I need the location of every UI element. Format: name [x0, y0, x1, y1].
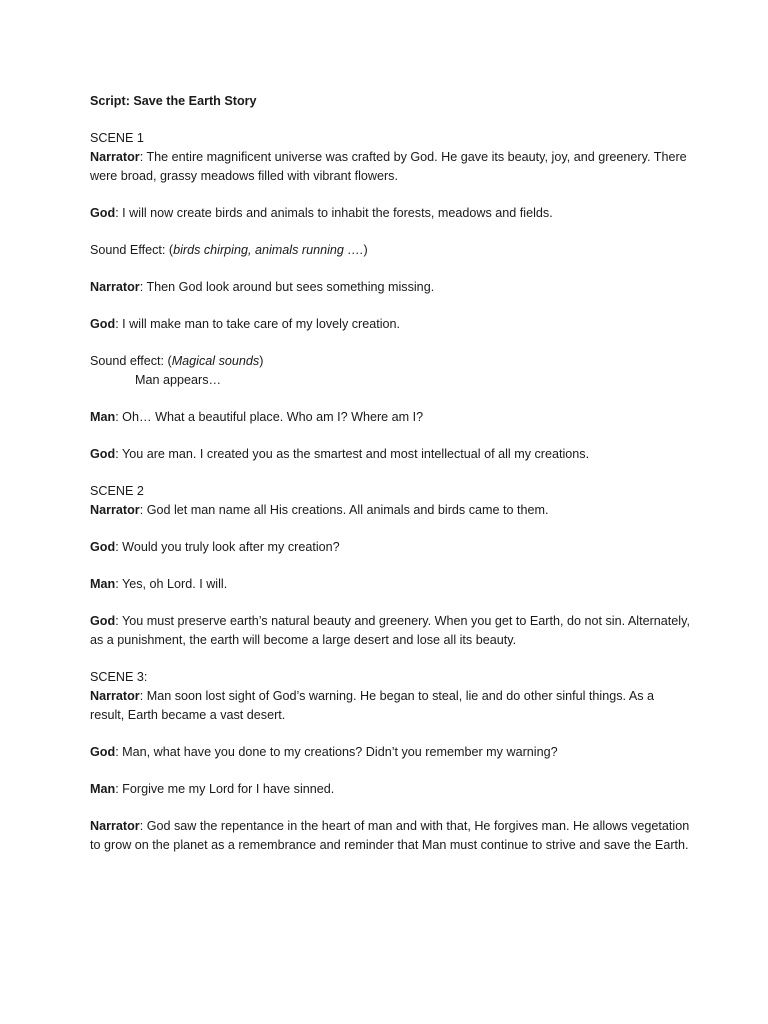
dialogue-text: : I will now create birds and animals to inhabit the forests, meadows and fields. [115, 206, 553, 220]
speaker-god: God [90, 317, 116, 331]
scene-2-heading: SCENE 2 [90, 484, 144, 498]
sound-effect-description: birds chirping, animals running …. [173, 243, 364, 257]
dialogue-text: : Would you truly look after my creation? [115, 540, 340, 554]
speaker-god: God [90, 206, 116, 220]
dialogue-text: : God saw the repentance in the heart of man and with that, He forgives man. He allows vegetation to grow on the planet as a remembrance and reminder that Man must continue to strive and save the Earth. [90, 819, 690, 852]
scene-2-narrator-line [90, 482, 690, 520]
speaker-god: God [90, 614, 116, 628]
sound-effect-suffix: ) [363, 243, 368, 257]
dialogue-text: : You must preserve earth’s natural beauty and greenery. When you get to Earth, do not sin. Alternately, as a punishment, the earth will become a large desert and lose all its beauty. [90, 614, 690, 647]
script-document [90, 92, 690, 873]
scene-3-narrator-line [90, 668, 690, 725]
scene-2-god-line-1 [90, 538, 690, 557]
scene-1-man-line [90, 408, 690, 427]
speaker-man: Man [90, 577, 116, 591]
scene-1-god-line-1 [90, 204, 690, 223]
scene-1-narrator-line [90, 129, 690, 186]
dialogue-text: : Forgive me my Lord for I have sinned. [115, 782, 335, 796]
dialogue-text: : God let man name all His creations. All animals and birds came to them. [139, 503, 549, 517]
scene-2-man-line [90, 575, 690, 594]
sound-effect-prefix: Sound effect: ( [90, 354, 172, 368]
scene-1-god-line-3 [90, 445, 690, 464]
speaker-narrator: Narrator [90, 503, 140, 517]
scene-3-narrator-closing-line [90, 817, 690, 855]
speaker-narrator: Narrator [90, 819, 140, 833]
speaker-god: God [90, 447, 116, 461]
scene-1-heading: SCENE 1 [90, 131, 144, 145]
scene-1-god-line-2 [90, 315, 690, 334]
sound-effect-suffix: ) [259, 354, 264, 368]
scene-3-heading: SCENE 3: [90, 670, 148, 684]
speaker-god: God [90, 540, 116, 554]
speaker-narrator: Narrator [90, 150, 140, 164]
speaker-god: God [90, 745, 116, 759]
dialogue-text: : Then God look around but sees something missing. [139, 280, 435, 294]
speaker-narrator: Narrator [90, 689, 140, 703]
speaker-man: Man [90, 782, 116, 796]
sound-effect-birds [90, 241, 690, 260]
speaker-man: Man [90, 410, 116, 424]
sound-effect-magical [90, 352, 690, 390]
document-title: Script: Save the Earth Story [90, 94, 257, 108]
speaker-narrator: Narrator [90, 280, 140, 294]
scene-3-man-line [90, 780, 690, 799]
sound-effect-prefix: Sound Effect: ( [90, 243, 174, 257]
dialogue-text: : The entire magnificent universe was crafted by God. He gave its beauty, joy, and greenery. There were broad, grassy meadows filled with vibrant flowers. [90, 150, 687, 183]
dialogue-text: : You are man. I created you as the smartest and most intellectual of all my creations. [115, 447, 590, 461]
stage-direction: Man appears… [135, 373, 222, 387]
dialogue-text: : I will make man to take care of my lovely creation. [115, 317, 401, 331]
dialogue-text: : Man soon lost sight of God’s warning. He began to steal, lie and do other sinful things. As a result, Earth became a vast desert. [90, 689, 655, 722]
scene-2-god-line-2 [90, 612, 690, 650]
dialogue-text: : Man, what have you done to my creations? Didn’t you remember my warning? [115, 745, 558, 759]
scene-3-god-line [90, 743, 690, 762]
sound-effect-description: Magical sounds [171, 354, 260, 368]
scene-1-narrator-line-2 [90, 278, 690, 297]
dialogue-text: : Oh… What a beautiful place. Who am I? Where am I? [115, 410, 424, 424]
dialogue-text: : Yes, oh Lord. I will. [115, 577, 228, 591]
